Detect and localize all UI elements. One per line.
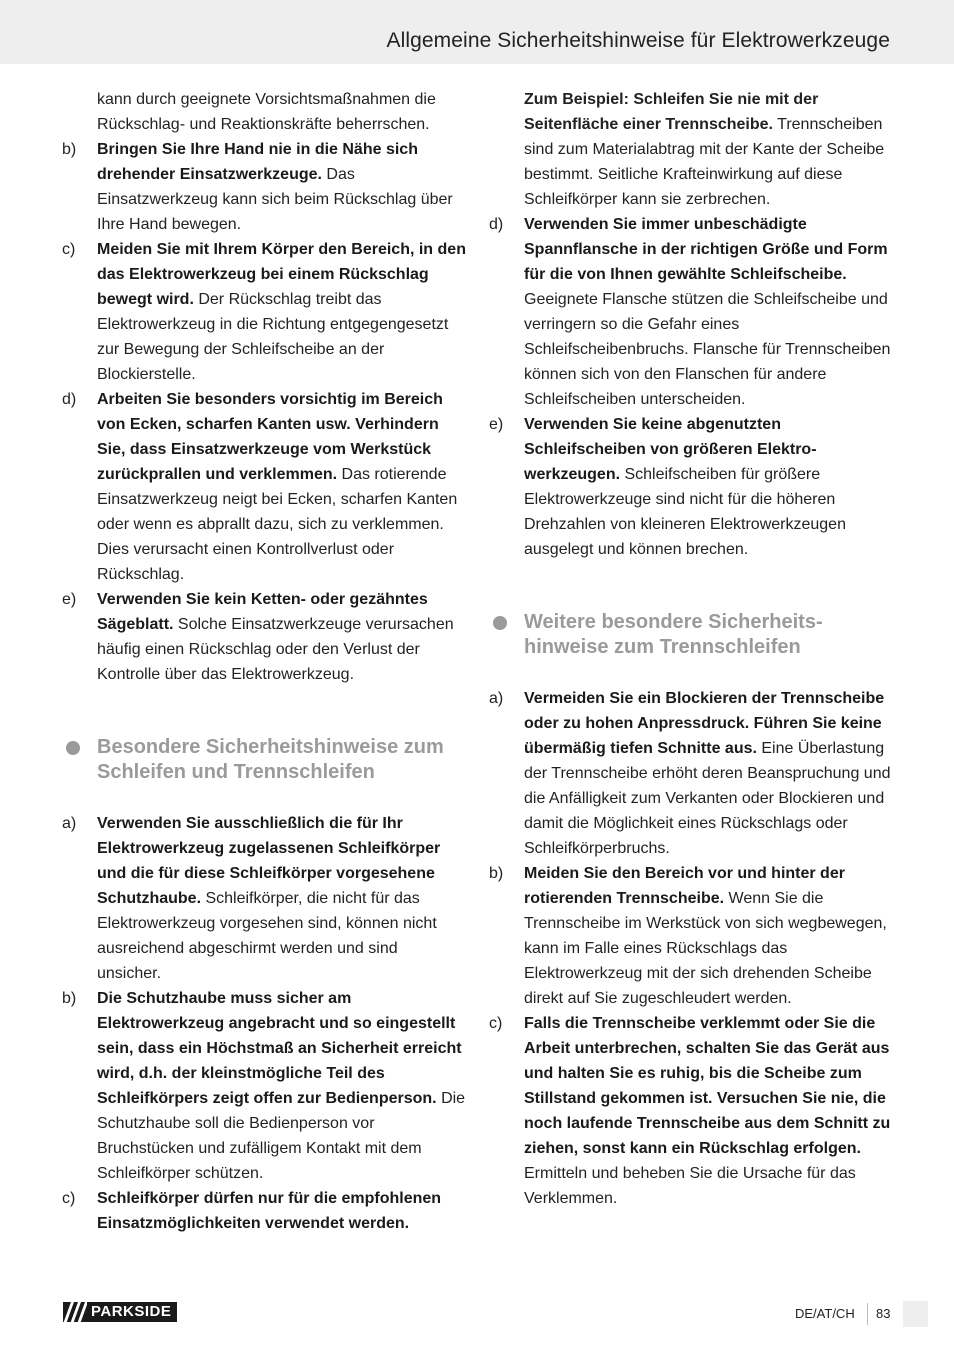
item-bold-text: Bringen Sie Ihre Hand nie in die Nähe sich drehender Einsatzwerkzeuge. — [97, 141, 418, 183]
section-heading-text: Weitere besondere Sicherheitshinweise zum Trennschleifen — [524, 611, 823, 658]
bullet-icon — [493, 616, 507, 630]
item-letter: e) — [62, 591, 77, 608]
section-heading-text: Besondere Sicherheitshinweise zum Schleifen und Trennschleifen — [97, 736, 444, 783]
parkside-logo — [63, 1302, 177, 1322]
item-text: Solche Einsatzwerkzeuge verursachen häufig einen Rückschlag oder den Verlust der Kontrolle über das Elektrowerkzeug. — [97, 616, 454, 683]
item-bold-text: Verwenden Sie keine abgenutzten Schleifscheiben von größeren Elektrowerkzeugen. — [524, 416, 817, 483]
item-letter: d) — [489, 216, 504, 233]
item-bold-text: Arbeiten Sie besonders vorsichtig im Bereich von Ecken, scharfen Kanten usw. Verhindern Sie, dass Einsatzwerkzeuge vom Werkstück zurückprallen und verklemmen. — [97, 391, 443, 483]
item-bold-text: Meiden Sie mit Ihrem Körper den Bereich, in den das Elektrowerkzeug bei einem Rückschlag bewegt wird. — [97, 241, 466, 308]
bullet-icon — [66, 741, 80, 755]
item-text: Geeignete Flansche stützen die Schleifscheibe und verringern so die Gefahr eines Schleifscheibenbruchs. Flansche für Trennscheiben können sich von den Flanschen für andere Schleifscheiben unterscheiden. — [524, 291, 891, 408]
footer-divider — [867, 1303, 868, 1325]
item-letter: b) — [489, 865, 504, 882]
left-list-1 — [62, 137, 466, 687]
intro-bold-text: Zum Beispiel: Schleifen Sie nie mit der Seitenfläche einer Trennscheibe. — [524, 91, 819, 133]
item-letter: c) — [62, 1190, 76, 1207]
page-number: 83 — [876, 1306, 891, 1321]
item-bold-text: Verwenden Sie ausschließlich die für Ihr Elektrowerkzeug zugelassenen Schleifkörper und die für diese Schleifkörper vorgesehene Schutzhaube. — [97, 815, 441, 907]
item-bold-text: Die Schutzhaube muss sicher am Elektrowerkzeug angebracht und so eingestellt sein, dass ein Höchstmaß an Sicherheit erreicht wird, d.h. der kleinstmögliche Teil des Schleifkörpers zeigt offen zur Bedienperson. — [97, 990, 462, 1107]
right-list-1 — [489, 212, 893, 562]
item-letter: d) — [62, 391, 77, 408]
language-code: DE/AT/CH — [795, 1306, 855, 1321]
item-letter: c) — [489, 1015, 503, 1032]
item-text: Der Rückschlag treibt das Elektrowerkzeug in die Richtung entgegengesetzt zur Bewegung der Schleifscheibe an der Blockierstelle. — [97, 291, 449, 383]
list-item — [62, 1186, 466, 1236]
list-item — [489, 861, 893, 1011]
item-text: Das Einsatzwerkzeug kann sich beim Rückschlag über Ihre Hand bewegen. — [97, 166, 453, 233]
item-text: Schleifscheiben für größere Elektrowerkzeuge sind nicht für die höheren Drehzahlen von kleineren Elektrowerkzeugen ausgelegt und können brechen. — [524, 466, 846, 558]
item-text: Schleifkörper, die nicht für das Elektrowerkzeug vorgesehen sind, können nicht ausreichend abgeschirmt werden und sind unsicher. — [97, 890, 437, 982]
section-heading — [62, 735, 466, 785]
item-text: Wenn Sie die Trennscheibe im Werkstück von sich wegbewegen, kann im Falle eines Rückschlags das Elektrowerkzeug mit der sich drehenden Scheibe direkt auf Sie zugeschleudert werden. — [524, 890, 887, 1007]
item-text: Ermitteln und beheben Sie die Ursache für das Verklemmen. — [524, 1165, 856, 1207]
item-text: Die Schutzhaube soll die Bedienperson vor Bruchstücken und zufälligem Kontakt mit dem Schleifkörper schützen. — [97, 1090, 466, 1182]
list-item — [62, 387, 466, 587]
item-bold-text: Meiden Sie den Bereich vor und hinter der rotierenden Trennscheibe. — [524, 865, 845, 907]
list-item — [489, 686, 893, 861]
list-item — [62, 986, 466, 1186]
item-letter: a) — [489, 690, 504, 707]
item-text: Das rotierende Einsatzwerkzeug neigt bei Ecken, scharfen Kanten oder wenn es abprallt dazu, sich zu verklemmen. Dies verursacht einen Kontrollverlust oder Rückschlag. — [97, 466, 458, 583]
item-text: Eine Überlastung der Trennscheibe erhöht deren Beanspruchung und die Anfälligkeit zum Verkanten oder Blockieren und damit die Möglichkeit eines Rückschlags oder Schleifkörperbruchs. — [524, 740, 891, 857]
list-item — [62, 137, 466, 237]
right-column — [489, 87, 893, 1211]
list-item — [62, 811, 466, 986]
item-bold-text: Verwenden Sie immer unbeschädigte Spannflansche in der richtigen Größe und Form für die von Ihnen gewählte Schleifscheibe. — [524, 216, 888, 283]
right-intro-paragraph — [489, 87, 893, 212]
list-item — [489, 212, 893, 412]
intro-text: Trennscheiben sind zum Materialabtrag mit der Kante der Scheibe bestimmt. Seitliche Krafteinwirkung auf diese Schleifkörper kann sie zerbrechen. — [524, 116, 885, 208]
brand-name: PARKSIDE — [87, 1302, 177, 1322]
item-bold-text: Falls die Trennscheibe verklemmt oder Sie die Arbeit unterbrechen, schalten Sie das Gerät aus und halten Sie es ruhig, bis die Scheibe zum Stillstand gekommen ist. Versuchen Sie nie, die noch laufende Trennscheibe aus dem Schnitt zu ziehen, sonst kann ein Rückschlag erfolgen. — [524, 1015, 891, 1157]
page-title: Allgemeine Sicherheitshinweise für Elektrowerkzeuge — [386, 29, 890, 52]
item-bold-text: Vermeiden Sie ein Blockieren der Trennscheibe oder zu hohen Anpressdruck. Führen Sie keine übermäßig tiefen Schnitte aus. — [524, 690, 885, 757]
item-letter: a) — [62, 815, 77, 832]
list-item — [62, 237, 466, 387]
list-item — [489, 412, 893, 562]
item-bold-text: Schleifkörper dürfen nur für die empfohlenen Einsatzmöglichkeiten verwendet werden. — [97, 1190, 442, 1232]
left-column — [62, 87, 466, 1236]
logo-stripes-icon — [63, 1302, 87, 1322]
right-list-2 — [489, 686, 893, 1211]
list-item — [62, 587, 466, 687]
item-letter: e) — [489, 416, 504, 433]
section-heading — [489, 610, 893, 660]
left-intro-paragraph: kann durch geeignete Vorsichtsmaßnahmen die Rückschlag- und Reaktionskräfte beherrschen. — [97, 91, 436, 133]
page-tab-marker — [903, 1301, 928, 1327]
left-list-2 — [62, 811, 466, 1236]
item-letter: b) — [62, 990, 77, 1007]
item-letter: b) — [62, 141, 77, 158]
item-letter: c) — [62, 241, 76, 258]
list-item — [489, 1011, 893, 1211]
item-bold-text: Verwenden Sie kein Ketten- oder gezähntes Sägeblatt. — [97, 591, 428, 633]
